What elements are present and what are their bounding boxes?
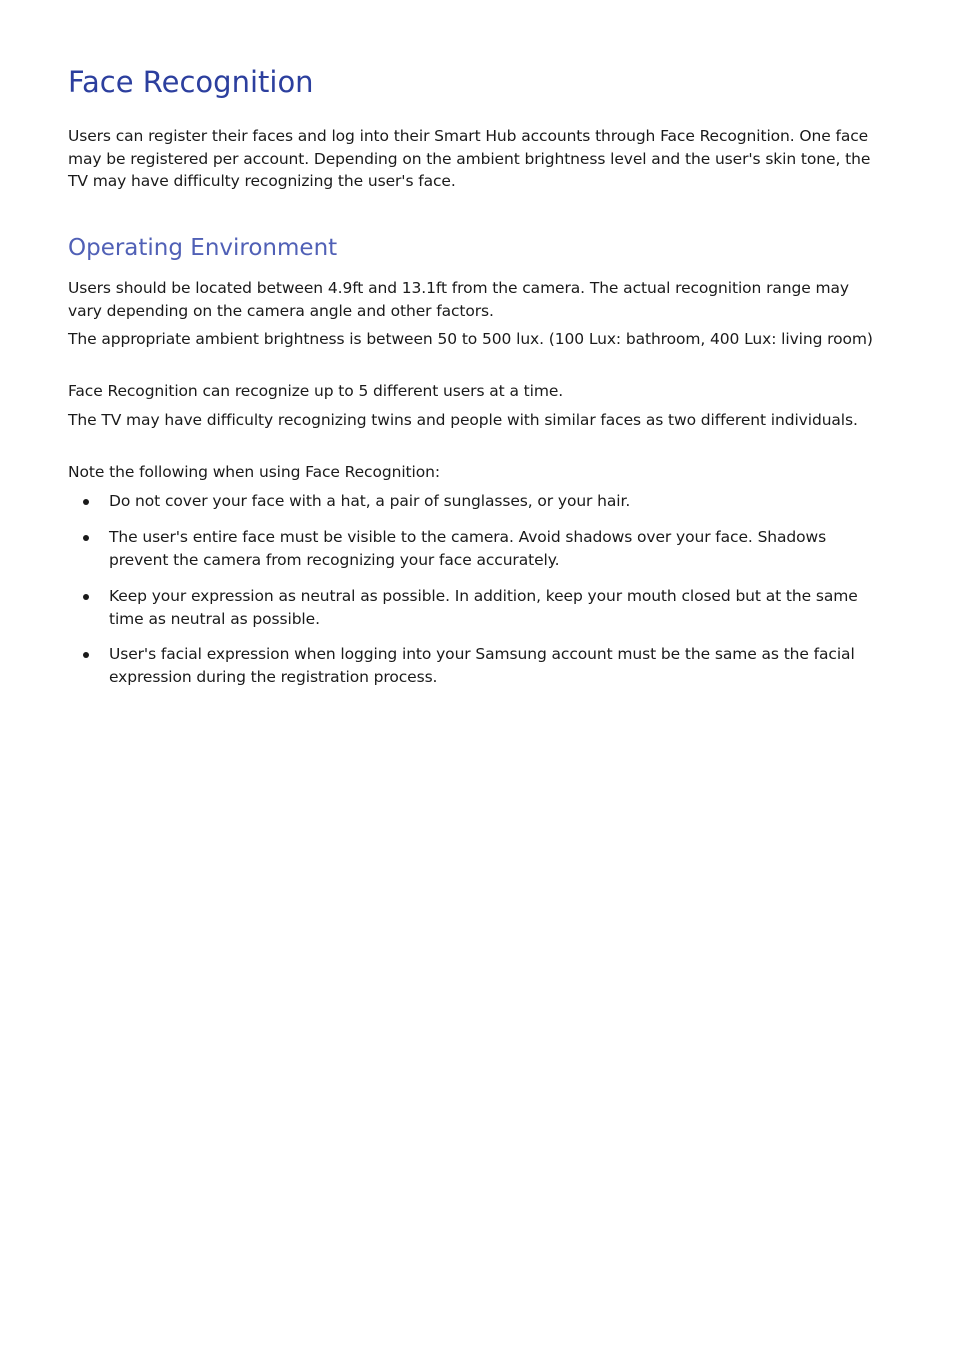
bullet-icon <box>83 652 89 658</box>
bullet-icon <box>83 535 89 541</box>
list-item-text: Keep your expression as neutral as possible. In addition, keep your mouth closed but at the same time as neutral as possible. <box>109 587 858 628</box>
paragraph-twins: The TV may have difficulty recognizing twins and people with similar faces as two different individuals. <box>68 411 858 429</box>
paragraph-user-limit: Face Recognition can recognize up to 5 different users at a time. <box>68 382 564 400</box>
list-item-text: User's facial expression when logging into your Samsung account must be the same as the facial expression during the registration process. <box>109 645 855 686</box>
section-heading: Operating Environment <box>68 235 338 261</box>
page-title: Face Recognition <box>68 65 314 99</box>
list-item-text: Do not cover your face with a hat, a pair of sunglasses, or your hair. <box>109 492 631 510</box>
intro-paragraph: Users can register their faces and log into their Smart Hub accounts through Face Recognition. One face may be registered per account. Depending on the ambient brightness level and the user's skin tone, the TV may have difficulty recognizing the user's face. <box>68 127 871 191</box>
list-item-text: The user's entire face must be visible to the camera. Avoid shadows over your face. Shadows prevent the camera from recognizing your face accurately. <box>109 528 827 569</box>
paragraph-note: Note the following when using Face Recognition: <box>68 463 440 481</box>
bullet-icon <box>83 499 89 505</box>
paragraph-distance: Users should be located between 4.9ft and 13.1ft from the camera. The actual recognition range may vary depending on the camera angle and other factors. <box>68 279 849 320</box>
bullet-icon <box>83 594 89 600</box>
paragraph-brightness: The appropriate ambient brightness is between 50 to 500 lux. (100 Lux: bathroom, 400 Lux: living room) <box>68 330 873 348</box>
